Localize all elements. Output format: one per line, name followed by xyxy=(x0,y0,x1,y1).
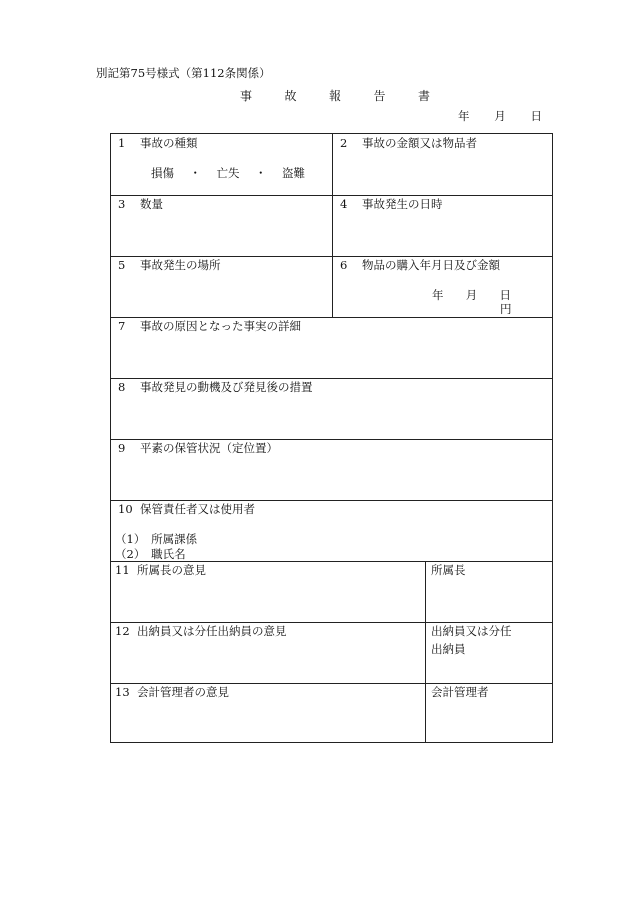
custodian-position-name: （2） 職氏名 xyxy=(115,547,186,561)
item-13-accountant-opinion: 13 会計管理者の意見 xyxy=(115,685,229,699)
item-5-occurrence-place: 5 事故発生の場所 xyxy=(118,258,221,272)
separator-dot: ・ xyxy=(189,166,201,180)
column-divider xyxy=(425,561,426,743)
purchase-year: 年 xyxy=(432,288,444,302)
item-10-custodian-or-user: 10 保管責任者又は使用者 xyxy=(118,502,255,516)
signer-cashier-line2: 出納員 xyxy=(431,642,466,656)
signer-head: 所属長 xyxy=(431,563,466,577)
row-divider xyxy=(111,561,552,562)
column-divider xyxy=(332,134,333,317)
item-12-cashier-opinion: 12 出納員又は分任出納員の意見 xyxy=(115,624,287,638)
accident-type-options xyxy=(151,168,305,180)
date-year: 年 xyxy=(458,109,470,123)
option-theft: 盗難 xyxy=(282,166,305,180)
date-month: 月 xyxy=(494,109,506,123)
item-6-purchase-date-amount: 6 物品の購入年月日及び金額 xyxy=(340,258,500,272)
item-2-amount-or-goods: 2 事故の金額又は物品者 xyxy=(340,136,477,150)
item-1-accident-type: 1 事故の種類 xyxy=(118,136,198,150)
row-divider xyxy=(111,317,552,318)
purchase-month: 月 xyxy=(465,288,478,302)
row-divider xyxy=(111,378,552,379)
title-char: 故 xyxy=(284,89,297,103)
option-damage: 損傷 xyxy=(151,166,174,180)
form-identifier: 別記第75号様式（第112条関係） xyxy=(96,66,271,80)
purchase-day: 日 xyxy=(499,288,511,302)
row-divider xyxy=(111,683,552,684)
item-8-discovery-measures: 8 事故発見の動機及び発見後の措置 xyxy=(118,380,313,394)
item-11-head-opinion: 11 所属長の意見 xyxy=(115,563,206,577)
option-loss: 亡失 xyxy=(216,166,240,180)
row-divider xyxy=(111,500,552,501)
purchase-yen: 円 xyxy=(500,302,512,316)
document-title xyxy=(240,90,430,102)
signer-cashier-line1: 出納員又は分任 xyxy=(431,624,512,638)
item-7-cause-details: 7 事故の原因となった事実の詳細 xyxy=(118,319,301,333)
row-divider xyxy=(111,439,552,440)
item-3-quantity: 3 数量 xyxy=(118,197,163,211)
title-char: 事 xyxy=(240,89,253,103)
title-char: 書 xyxy=(417,89,430,103)
custodian-department: （1） 所属課係 xyxy=(115,532,198,546)
row-divider xyxy=(111,622,552,623)
date-day: 日 xyxy=(530,109,542,123)
report-date xyxy=(458,111,542,123)
report-form-table xyxy=(110,133,553,743)
separator-dot: ・ xyxy=(255,166,267,180)
signer-accountant: 会計管理者 xyxy=(431,685,489,699)
title-char: 告 xyxy=(373,89,386,103)
item-4-occurrence-datetime: 4 事故発生の日時 xyxy=(340,197,443,211)
title-char: 報 xyxy=(328,89,341,103)
purchase-date-fields xyxy=(432,290,511,302)
item-9-storage-status: 9 平素の保管状況（定位置） xyxy=(118,441,278,455)
